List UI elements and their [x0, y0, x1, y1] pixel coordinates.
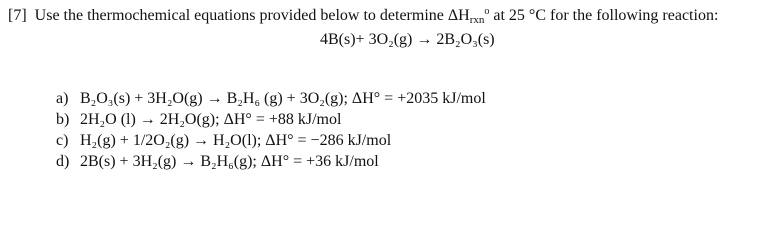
reaction-letter: d): [56, 153, 70, 170]
reaction-letter: c): [56, 132, 69, 149]
reaction-equation: H₂(g) + 1/2O₂(g) → H₂O(l); ΔH° = −286 kJ/mol: [80, 132, 392, 149]
reaction-equation: 2B(s) + 3H₂(g) → B₂H₆(g); ΔH° = +36 kJ/mol: [80, 153, 379, 170]
question-text-end: at 25 °C for the following reaction:: [489, 7, 719, 24]
rxn-subscript: rxn: [469, 14, 485, 26]
reaction-item-c: [56, 130, 486, 151]
target-reaction: 4B(s)+ 3O₂(g) → 2B₂O₃(s): [320, 31, 495, 48]
standard-state-superscript: o: [484, 6, 490, 17]
reaction-equation: B₂O₃(s) + 3H₂O(g) → B₂H₆ (g) + 3O₂(g); ΔH° = +2035 kJ/mol: [80, 90, 486, 107]
reaction-letter: b): [56, 111, 70, 128]
question-prompt: [8, 6, 718, 26]
question-number: [7]: [8, 7, 27, 24]
reaction-item-b: [56, 109, 486, 130]
reaction-letter: a): [56, 90, 69, 107]
reaction-equation: 2H₂O (l) → 2H₂O(g); ΔH° = +88 kJ/mol: [80, 111, 342, 128]
reaction-list: [56, 88, 486, 172]
question-text: Use the thermochemical equations provided below to determine ΔH: [34, 7, 470, 24]
reaction-item-d: [56, 151, 486, 172]
reaction-item-a: [56, 88, 486, 109]
